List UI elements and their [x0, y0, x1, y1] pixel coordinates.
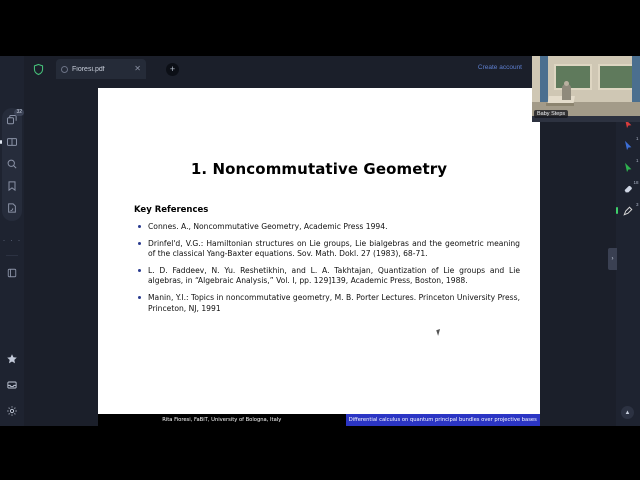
letterbox-bottom	[0, 426, 640, 480]
tab-stack-badge: 32	[16, 109, 22, 115]
slide-body	[134, 205, 526, 320]
pdf-slide	[98, 88, 540, 426]
sidebar-item-bookmark[interactable]	[5, 179, 19, 193]
blackboard-left	[554, 64, 592, 90]
key-references-heading: Key References	[134, 205, 209, 215]
reference-text: Drinfel'd, V.G.: Hamiltonian structures on Lie groups, Lie bialgebras and the geometric meaning of the classical Yang-Baxter equations. Sov. Math. Dokl. 27 (1983), 68-71.	[148, 238, 520, 259]
sidebar-item-window-duplicate[interactable]	[5, 266, 19, 280]
list-item	[134, 222, 526, 233]
pdf-favicon	[61, 66, 68, 73]
sidebar-item-reader[interactable]	[5, 135, 19, 149]
webcam-overlay[interactable]	[532, 56, 640, 122]
presenter-head	[564, 81, 569, 86]
bullet-icon	[138, 269, 141, 272]
letterbox-top	[0, 0, 640, 56]
sidebar-item-star[interactable]	[5, 352, 19, 366]
desk-base	[546, 103, 574, 106]
new-tab-button[interactable]: +	[166, 63, 179, 76]
slide-footer-author: Rita Fioresi, FaBiT, University of Bologna, Italy	[98, 414, 346, 426]
highlighter-badge: 3	[635, 202, 639, 207]
scroll-to-top-button[interactable]: ▲	[621, 406, 634, 419]
list-item	[134, 239, 526, 260]
list-item	[134, 266, 526, 287]
slide-title: 1. Noncommutative Geometry	[190, 160, 448, 178]
sidebar-collapse-handle[interactable]: ›	[608, 248, 617, 270]
eraser-icon[interactable]	[621, 180, 639, 195]
webcam-participant-label: Baby Steps	[534, 110, 568, 118]
sidebar-overflow[interactable]: · · ·	[2, 235, 22, 245]
presenter-body	[562, 84, 571, 100]
left-sidebar-pill	[2, 108, 22, 221]
page-content-area	[24, 82, 640, 426]
close-icon[interactable]: ✕	[134, 64, 141, 73]
slide-footer-title: Differential calculus on quantum principal bundles over projective bases	[346, 414, 540, 426]
left-sidebar	[0, 56, 24, 426]
cursor-green-badge: 1	[635, 158, 639, 163]
reference-text: L. D. Faddeev, N. Yu. Reshetikhin, and L. A. Takhtajan, Quantization of Lie groups and Lie algebras, in “Algebraic Analysis,” Vol. I, pp. 129]139, Academic Press, Boston, 1988.	[148, 265, 520, 286]
bullet-icon	[138, 225, 141, 228]
sidebar-item-search[interactable]	[5, 157, 19, 171]
create-account-link[interactable]: Create account	[477, 64, 522, 71]
shield-lock-icon[interactable]	[30, 61, 46, 77]
sidebar-item-settings[interactable]	[5, 404, 19, 418]
cursor-blue-badge: 1	[635, 136, 639, 141]
tab-fioresi-pdf[interactable]	[56, 59, 146, 79]
blackboard-right	[598, 64, 636, 90]
slide-footer	[98, 414, 540, 426]
sidebar-item-inbox[interactable]	[5, 378, 19, 392]
cursor-green-icon[interactable]	[621, 158, 639, 173]
sidebar-item-notes[interactable]	[5, 201, 19, 215]
reference-text: Manin, Y.I.: Topics in noncommutative geometry, M. B. Porter Lectures. Princeton University Press, Princeton, NJ, 1991	[148, 292, 520, 313]
references-list	[134, 222, 526, 314]
eraser-badge: 18	[633, 180, 639, 185]
sidebar-divider	[6, 255, 18, 256]
right-sidebar-active-indicator	[616, 207, 618, 214]
highlighter-icon[interactable]	[621, 202, 639, 217]
tab-title: Fioresi.pdf	[72, 65, 105, 73]
bullet-icon	[138, 296, 141, 299]
curtain-right	[632, 56, 640, 102]
bullet-icon	[138, 242, 141, 245]
sidebar-active-indicator	[0, 140, 2, 144]
sidebar-item-tab-stack[interactable]	[5, 109, 22, 127]
cursor-blue-icon[interactable]	[621, 136, 639, 151]
curtain-left	[540, 56, 548, 102]
reference-text: Connes. A., Noncommutative Geometry, Academic Press 1994.	[148, 222, 388, 231]
sidebar-bottom-group	[0, 352, 24, 418]
list-item	[134, 293, 526, 314]
